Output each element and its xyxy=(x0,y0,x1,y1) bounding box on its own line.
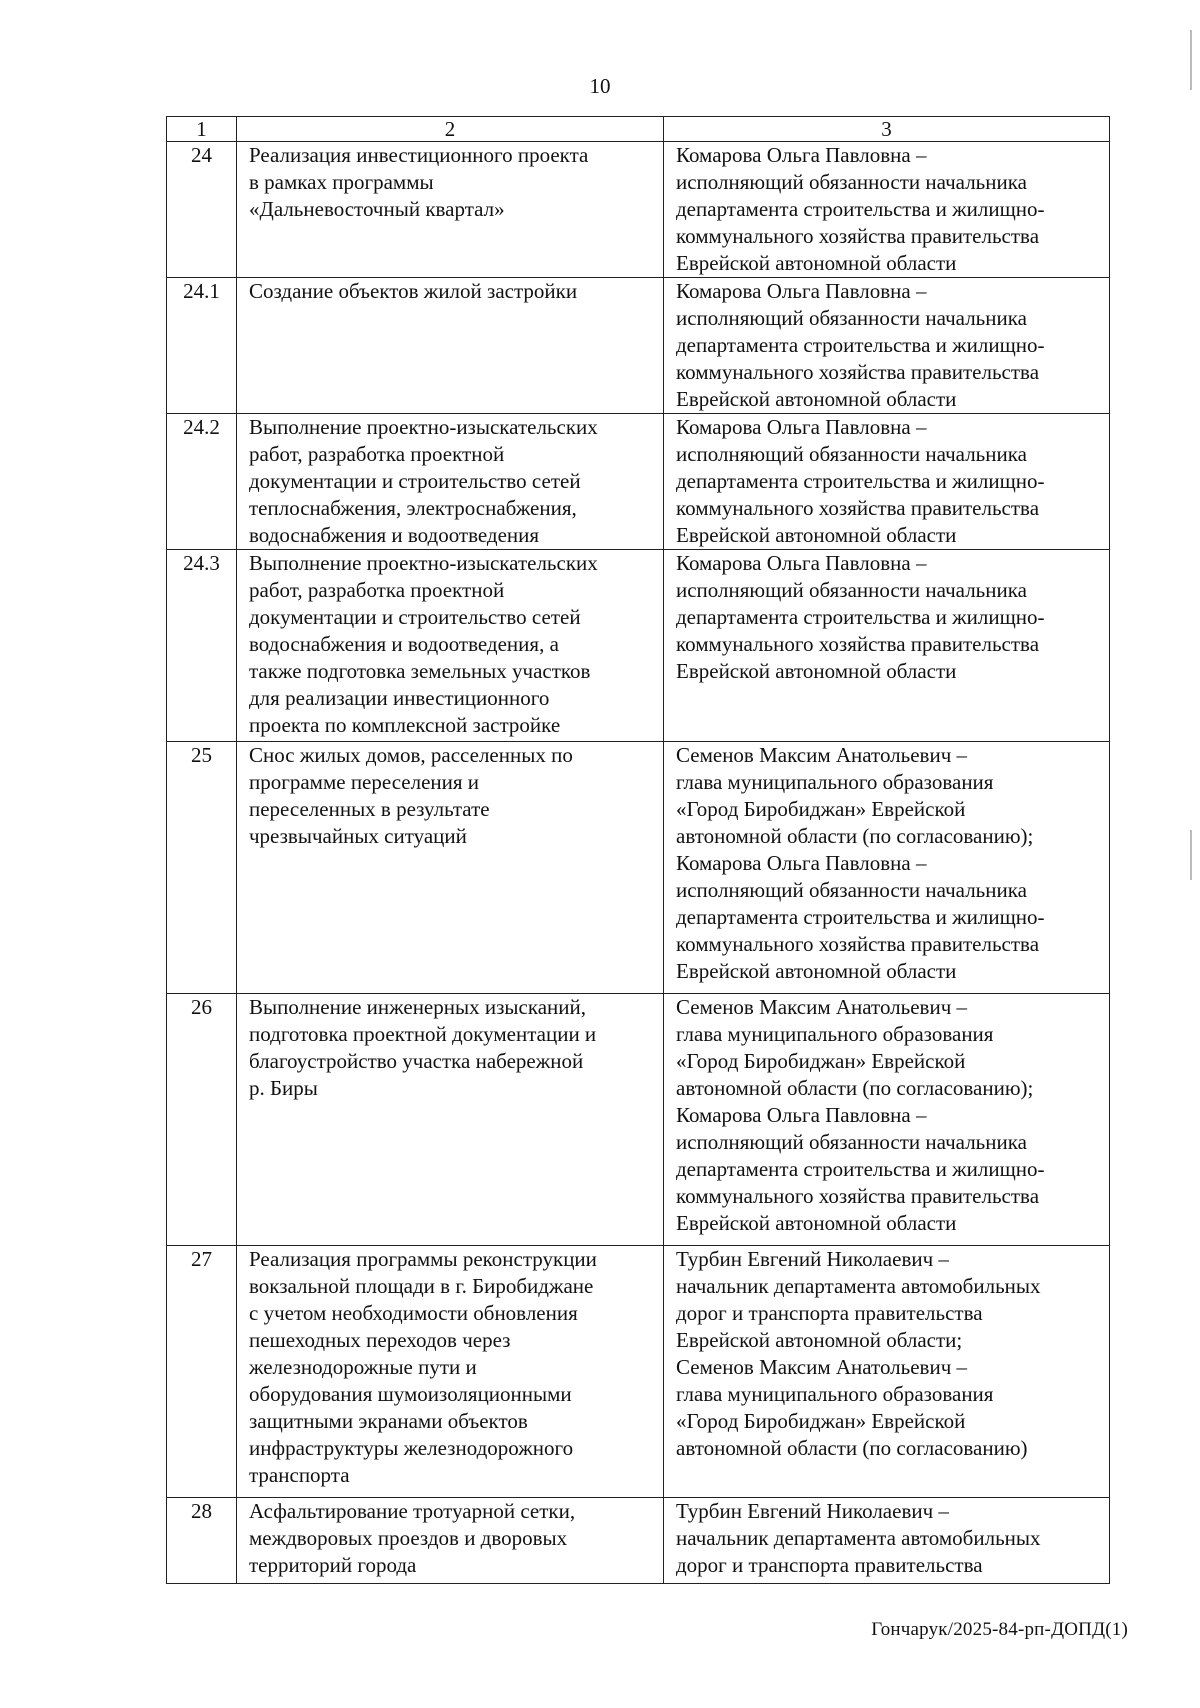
description-line: водоснабжения и водоотведения, а xyxy=(249,632,559,656)
header-col-2: 2 xyxy=(237,117,664,142)
activity-description xyxy=(237,278,664,414)
responsible-line: исполняющий обязанности начальника xyxy=(676,1130,1027,1154)
responsible-line: «Город Биробиджан» Еврейской xyxy=(676,1049,966,1073)
description-line: программе переселения и xyxy=(249,770,480,794)
responsible-line: начальник департамента автомобильных xyxy=(676,1526,1041,1550)
responsible-line: коммунального хозяйства правительства xyxy=(676,496,1040,520)
activity-description xyxy=(237,1246,664,1498)
description-line: водоснабжения и водоотведения xyxy=(249,523,540,547)
table-header-row xyxy=(167,117,1110,142)
responsible-person xyxy=(664,142,1110,278)
responsible-line: глава муниципального образования xyxy=(676,770,994,794)
responsible-line: глава муниципального образования xyxy=(676,1382,994,1406)
description-line: Выполнение инженерных изысканий, xyxy=(249,995,586,1019)
responsible-line: коммунального хозяйства правительства xyxy=(676,1184,1040,1208)
responsible-line: Еврейской автономной области xyxy=(676,387,957,411)
activity-description xyxy=(237,1498,664,1584)
responsible-line: исполняющий обязанности начальника xyxy=(676,578,1027,602)
responsible-line: департамента строительства и жилищно- xyxy=(676,605,1045,629)
table-row xyxy=(167,550,1110,742)
page-number: 10 xyxy=(589,74,611,98)
description-line: железнодорожные пути и xyxy=(249,1355,477,1379)
responsible-line: департамента строительства и жилищно- xyxy=(676,469,1045,493)
description-line: в рамках программы xyxy=(249,170,434,194)
row-number: 24.2 xyxy=(167,414,237,550)
responsible-line: департамента строительства и жилищно- xyxy=(676,197,1045,221)
activity-description xyxy=(237,742,664,994)
responsible-line: исполняющий обязанности начальника xyxy=(676,442,1027,466)
responsible-line: Комарова Ольга Павловна – xyxy=(676,1103,927,1127)
activity-description xyxy=(237,414,664,550)
description-line: теплоснабжения, электроснабжения, xyxy=(249,496,577,520)
responsible-line: Еврейской автономной области xyxy=(676,523,957,547)
table-row xyxy=(167,1246,1110,1498)
description-line: подготовка проектной документации и xyxy=(249,1022,597,1046)
table-row xyxy=(167,142,1110,278)
responsible-line: Комарова Ольга Павловна – xyxy=(676,851,927,875)
row-number: 28 xyxy=(167,1498,237,1584)
responsible-line: дорог и транспорта правительства xyxy=(676,1301,983,1325)
responsible-line: исполняющий обязанности начальника xyxy=(676,170,1027,194)
row-number: 25 xyxy=(167,742,237,994)
responsible-line: Семенов Максим Анатольевич – xyxy=(676,1355,968,1379)
responsible-line: глава муниципального образования xyxy=(676,1022,994,1046)
table-row xyxy=(167,994,1110,1246)
description-line: вокзальной площади в г. Биробиджане xyxy=(249,1274,594,1298)
activity-description xyxy=(237,550,664,742)
responsible-line: Еврейской автономной области xyxy=(676,251,957,275)
responsible-person xyxy=(664,1498,1110,1584)
table-row xyxy=(167,742,1110,994)
responsible-line: автономной области (по согласованию); xyxy=(676,1076,1034,1100)
description-line: документации и строительство сетей xyxy=(249,469,581,493)
responsible-line: автономной области (по согласованию) xyxy=(676,1436,1028,1460)
description-line: чрезвычайных ситуаций xyxy=(249,824,467,848)
responsible-person xyxy=(664,278,1110,414)
responsible-line: коммунального хозяйства правительства xyxy=(676,932,1040,956)
description-line: пешеходных переходов через xyxy=(249,1328,511,1352)
description-line: р. Биры xyxy=(249,1076,318,1100)
description-line: территорий города xyxy=(249,1553,417,1577)
responsible-line: Семенов Максим Анатольевич – xyxy=(676,995,968,1019)
responsible-line: Комарова Ольга Павловна – xyxy=(676,551,927,575)
responsible-line: исполняющий обязанности начальника xyxy=(676,878,1027,902)
row-number: 24 xyxy=(167,142,237,278)
responsibility-table xyxy=(166,116,1110,1584)
description-line: Реализация инвестиционного проекта xyxy=(249,143,589,167)
responsible-line: Еврейской автономной области xyxy=(676,1211,957,1235)
description-line: работ, разработка проектной xyxy=(249,578,505,602)
description-line: Выполнение проектно-изыскательских xyxy=(249,551,598,575)
description-line: для реализации инвестиционного xyxy=(249,686,550,710)
table-row xyxy=(167,414,1110,550)
row-number: 27 xyxy=(167,1246,237,1498)
description-line: Снос жилых домов, расселенных по xyxy=(249,743,573,767)
responsible-line: Семенов Максим Анатольевич – xyxy=(676,743,968,767)
responsible-line: коммунального хозяйства правительства xyxy=(676,224,1040,248)
row-number: 24.3 xyxy=(167,550,237,742)
document-code: Гончарук/2025-84-рп-ДОПД(1) xyxy=(871,1619,1128,1640)
description-line: проекта по комплексной застройке xyxy=(249,713,561,737)
responsible-line: департамента строительства и жилищно- xyxy=(676,905,1045,929)
responsible-line: Турбин Евгений Николаевич – xyxy=(676,1499,949,1523)
scan-artifact xyxy=(1190,30,1192,90)
responsible-person xyxy=(664,742,1110,994)
responsible-line: департамента строительства и жилищно- xyxy=(676,333,1045,357)
header-col-3: 3 xyxy=(664,117,1110,142)
responsible-line: «Город Биробиджан» Еврейской xyxy=(676,1409,966,1433)
description-line: «Дальневосточный квартал» xyxy=(249,197,505,221)
responsible-line: автономной области (по согласованию); xyxy=(676,824,1034,848)
responsible-line: коммунального хозяйства правительства xyxy=(676,632,1040,656)
description-line: защитными экранами объектов xyxy=(249,1409,528,1433)
row-number: 26 xyxy=(167,994,237,1246)
description-line: Создание объектов жилой застройки xyxy=(249,279,578,303)
scan-artifact xyxy=(1190,830,1192,880)
responsible-line: Турбин Евгений Николаевич – xyxy=(676,1247,949,1271)
responsible-line: дорог и транспорта правительства xyxy=(676,1553,983,1577)
table-row xyxy=(167,278,1110,414)
description-line: также подготовка земельных участков xyxy=(249,659,591,683)
responsible-line: начальник департамента автомобильных xyxy=(676,1274,1041,1298)
row-number: 24.1 xyxy=(167,278,237,414)
responsible-line: Еврейской автономной области xyxy=(676,659,957,683)
responsible-person xyxy=(664,414,1110,550)
responsible-person xyxy=(664,550,1110,742)
description-line: работ, разработка проектной xyxy=(249,442,505,466)
description-line: благоустройство участка набережной xyxy=(249,1049,584,1073)
description-line: междворовых проездов и дворовых xyxy=(249,1526,568,1550)
description-line: с учетом необходимости обновления xyxy=(249,1301,578,1325)
responsible-line: Комарова Ольга Павловна – xyxy=(676,415,927,439)
responsible-line: Еврейской автономной области xyxy=(676,959,957,983)
description-line: Реализация программы реконструкции xyxy=(249,1247,597,1271)
responsible-line: Комарова Ольга Павловна – xyxy=(676,279,927,303)
description-line: Выполнение проектно-изыскательских xyxy=(249,415,598,439)
responsible-line: коммунального хозяйства правительства xyxy=(676,360,1040,384)
activity-description xyxy=(237,142,664,278)
description-line: переселенных в результате xyxy=(249,797,490,821)
table-row xyxy=(167,1498,1110,1584)
responsible-person xyxy=(664,1246,1110,1498)
description-line: Асфальтирование тротуарной сетки, xyxy=(249,1499,576,1523)
responsible-line: Еврейской автономной области; xyxy=(676,1328,963,1352)
activity-description xyxy=(237,994,664,1246)
responsible-person xyxy=(664,994,1110,1246)
description-line: транспорта xyxy=(249,1463,350,1487)
description-line: документации и строительство сетей xyxy=(249,605,581,629)
responsible-line: «Город Биробиджан» Еврейской xyxy=(676,797,966,821)
responsible-line: исполняющий обязанности начальника xyxy=(676,306,1027,330)
responsible-line: департамента строительства и жилищно- xyxy=(676,1157,1045,1181)
description-line: оборудования шумоизоляционными xyxy=(249,1382,572,1406)
responsible-line: Комарова Ольга Павловна – xyxy=(676,143,927,167)
header-col-1: 1 xyxy=(167,117,237,142)
description-line: инфраструктуры железнодорожного xyxy=(249,1436,574,1460)
